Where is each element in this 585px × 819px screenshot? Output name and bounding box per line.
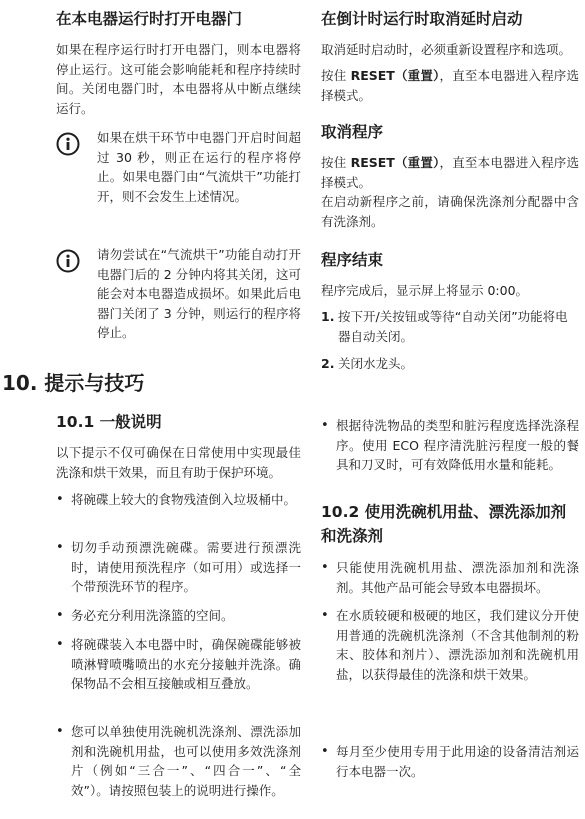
list-item: • 您可以单独使用洗碗机洗涤剂、漂洗添加剂和洗碗机用盐，也可以使用多效洗涤剂片（例如“三合一”、“四合一”、“全效”）。请按照包装上的说明进行操作。 bbox=[56, 722, 301, 800]
step-item bbox=[321, 307, 579, 346]
info-icon bbox=[56, 132, 80, 156]
text-fragment: 按住 bbox=[321, 155, 351, 170]
step-text: 关闭水龙头。 bbox=[338, 356, 414, 371]
step-text: 按下开/关按钮或等待“自动关闭”功能将电器自动关闭。 bbox=[338, 309, 568, 344]
list-item: • 根据待洗物品的类型和脏污程度选择洗涤程序。使用 ECO 程序清洗脏污程度一般的餐具和刀叉时，可有效降低用水量和能耗。 bbox=[321, 416, 579, 475]
cancel-program-heading: 取消程序 bbox=[321, 123, 384, 141]
salt-detergent-heading: 10.2 使用洗碗机用盐、漂洗添加剂和洗涤剂 bbox=[321, 503, 567, 545]
list-item: • 将碗碟装入本电器中时，确保碗碟能够被喷淋臂喷嘴喷出的水充分接触并洗涤。确保物品不会相互接触或相互叠放。 bbox=[56, 635, 301, 694]
list-item: • 将碗碟上较大的食物残渣倒入垃圾桶中。 bbox=[56, 490, 301, 510]
list-item: • 切勿手动预漂洗碗碟。需要进行预漂洗时，请使用预洗程序（如可用）或选择一个带预洗环节的程序。 bbox=[56, 538, 301, 597]
reset-key-label: RESET（重置） bbox=[350, 155, 440, 170]
reset-key-label: RESET（重置） bbox=[350, 68, 440, 83]
info-note-drying bbox=[56, 128, 301, 206]
list-item: • 在水质较硬和极硬的地区，我们建议分开使用普通的洗碗机洗涤剂（不含其他制剂的粉末、胶体和剂片）、漂洗添加剂和洗碗机用盐，以获得最佳的洗涤和烘干效果。 bbox=[321, 606, 579, 684]
program-end-steps bbox=[321, 307, 579, 374]
info-note-drying-text: 如果在烘干环节中电器门开启时间超过 30 秒，则正在运行的程序将停止。如果电器门由“气流烘干”功能打开，则不会发生上述情况。 bbox=[97, 130, 301, 204]
cancel-delay-text: 取消延时启动时，必须重新设置程序和选项。 bbox=[321, 42, 572, 57]
list-item: • 务必充分利用洗涤篮的空间。 bbox=[56, 606, 301, 626]
door-open-heading: 在本电器运行时打开电器门 bbox=[56, 10, 243, 28]
chapter-title: 10. 提示与技巧 bbox=[2, 371, 145, 395]
info-note-airdry-text: 请勿尝试在“气流烘干”功能自动打开电器门后的 2 分钟内将其关闭，这可能会对本电器造成损坏。如果此后电器门关闭了 3 分钟，则运行的程序将停止。 bbox=[97, 247, 301, 340]
door-open-text: 如果在程序运行时打开电器门，则本电器将停止运行。这可能会影响能耗和程序持续时间。关闭电器门时，本电器将从中断点继续运行。 bbox=[56, 42, 301, 116]
text-fragment: 按住 bbox=[321, 68, 351, 83]
list-item: • 只能使用洗碗机用盐、漂洗添加剂和洗涤剂。其他产品可能会导致本电器损坏。 bbox=[321, 558, 579, 597]
cancel-program-detergent-text: 在启动新程序之前，请确保洗涤剂分配器中含有洗涤剂。 bbox=[321, 194, 579, 229]
info-icon bbox=[56, 249, 80, 273]
text-fragment: ，直至本电器进入程序选择模式。 bbox=[321, 155, 579, 190]
text-fragment: ，直至本电器进入程序选择模式。 bbox=[321, 68, 579, 103]
program-end-heading: 程序结束 bbox=[321, 251, 384, 269]
info-note-airdry bbox=[56, 245, 301, 343]
step-number: 2. bbox=[321, 356, 335, 371]
general-intro: 以下提示不仅可确保在日常使用中实现最佳洗涤和烘干效果，而且有助于保护环境。 bbox=[56, 445, 301, 480]
cancel-delay-reset-text bbox=[321, 66, 579, 105]
program-end-text: 程序完成后，显示屏上将显示 0:00。 bbox=[321, 283, 529, 298]
step-item bbox=[321, 354, 579, 374]
step-number: 1. bbox=[321, 309, 335, 324]
list-item: • 每月至少使用专用于此用途的设备清洁剂运行本电器一次。 bbox=[321, 742, 579, 781]
cancel-delay-heading: 在倒计时运行时取消延时启动 bbox=[321, 10, 523, 28]
cancel-program-reset-text bbox=[321, 153, 579, 192]
general-heading: 10.1 一般说明 bbox=[56, 413, 162, 431]
